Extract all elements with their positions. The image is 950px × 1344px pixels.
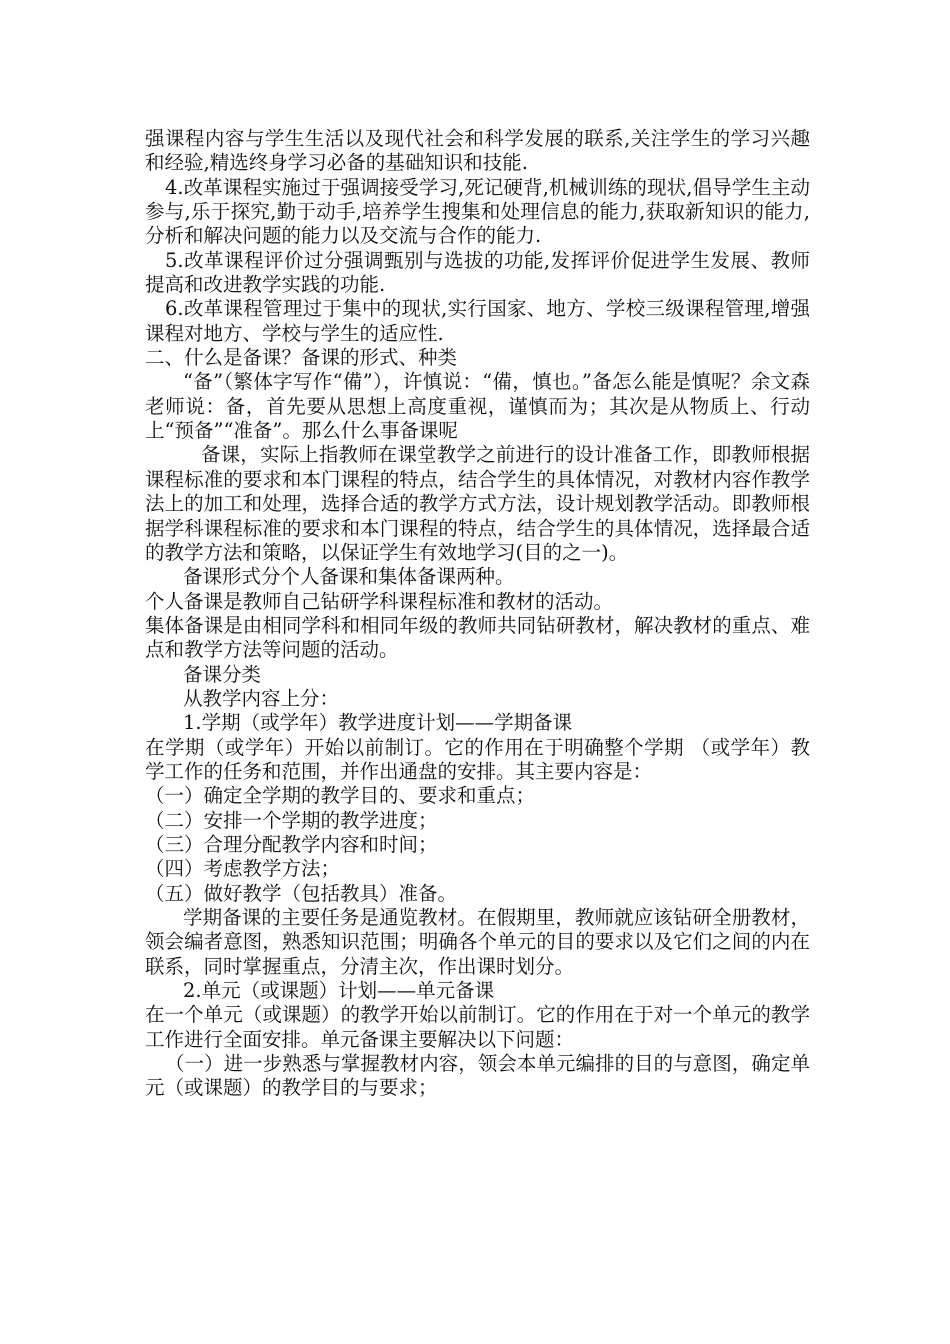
paragraph-bei-meaning: “备”（繁体字写作“備”），许慎说：“備，慎也。”备怎么能是慎呢？余文森老师说：备，首先要从思想上高度重视，谨慎而为；其次是从物质上、行动上“预备”“准备”。那么什么事备课呢 bbox=[145, 370, 810, 443]
section-heading-lesson-prep: 二、什么是备课？备课的形式、种类 bbox=[145, 346, 458, 370]
paragraph-prep-forms: 备课形式分个人备课和集体备课两种。 bbox=[183, 565, 515, 589]
list-item-unit-1: （一）进一步熟悉与掌握教材内容，领会本单元编排的目的与意图，确定单元（或课题）的教学目的与要求； bbox=[145, 1052, 810, 1100]
paragraph-lesson-prep-definition: 备课，实际上指教师在课堂教学之前进行的设计准备工作，即教师根据课程标准的要求和本门课程的特点，结合学生的具体情况，对教材内容作教学法上的加工和处理，选择合适的教学方式方法，设计规划教学活动。即教师根据学科课程标准的要求和本门课程的特点，结合学生的具体情况，选择最合适的教学方法和策略，以保证学生有效地学习(目的之一)。 bbox=[145, 443, 810, 564]
subheading-prep-categories: 备课分类 bbox=[183, 662, 262, 686]
list-item-5: （五）做好教学（包括教具）准备。 bbox=[145, 881, 458, 905]
paragraph-reform-5: 5.改革课程评价过分强调甄别与选拔的功能,发挥评价促进学生发展、教师提高和改进教学实践的功能. bbox=[145, 248, 810, 297]
list-item-3: （三）合理分配教学内容和时间； bbox=[145, 832, 438, 856]
item-semester-plan: 1.学期（或学年）教学进度计划——学期备课 bbox=[183, 711, 573, 735]
document-body bbox=[145, 127, 810, 1101]
paragraph-individual-prep: 个人备课是教师自己钻研学科课程标准和教材的活动。 bbox=[145, 589, 614, 613]
paragraph-collective-prep: 集体备课是由相同学科和相同年级的教师共同钻研教材，解决教材的重点、难点和教学方法等问题的活动。 bbox=[145, 613, 810, 662]
paragraph-semester-plan-desc: 在学期（或学年）开始以前制订。它的作用在于明确整个学期 （或学年）教学工作的任务和范围，并作出通盘的安排。其主要内容是： bbox=[145, 735, 810, 783]
list-item-1: （一）确定全学期的教学目的、要求和重点； bbox=[145, 784, 536, 808]
list-item-2: （二）安排一个学期的教学进度； bbox=[145, 808, 438, 832]
list-item-4: （四）考虑教学方法； bbox=[145, 857, 341, 881]
paragraph-reform-4: 4.改革课程实施过于强调接受学习,死记硬背,机械训练的现状,倡导学生主动参与,乐于探究,勤于动手,培养学生搜集和处理信息的能力,获取新知识的能力,分析和解决问题的能力以及交流与合作的能力. bbox=[145, 175, 810, 248]
paragraph-reform-6: 6.改革课程管理过于集中的现状,实行国家、地方、学校三级课程管理,增强课程对地方、学校与学生的适应性. bbox=[145, 297, 810, 345]
item-unit-plan: 2.单元（或课题）计划——单元备课 bbox=[183, 979, 495, 1003]
paragraph-curriculum-content: 强课程内容与学生生活以及现代社会和科学发展的联系,关注学生的学习兴趣和经验,精选终身学习必备的基础知识和技能. bbox=[145, 127, 810, 175]
paragraph-unit-plan-desc: 在一个单元（或课题）的教学开始以前制订。它的作用在于对一个单元的教学工作进行全面安排。单元备课主要解决以下问题： bbox=[145, 1003, 810, 1051]
subheading-by-content: 从教学内容上分： bbox=[183, 686, 340, 710]
paragraph-semester-task: 学期备课的主要任务是通览教材。在假期里，教师就应该钻研全册教材，领会编者意图，熟悉知识范围；明确各个单元的目的要求以及它们之间的内在联系，同时掌握重点，分清主次，作出课时划分。 bbox=[145, 906, 810, 978]
